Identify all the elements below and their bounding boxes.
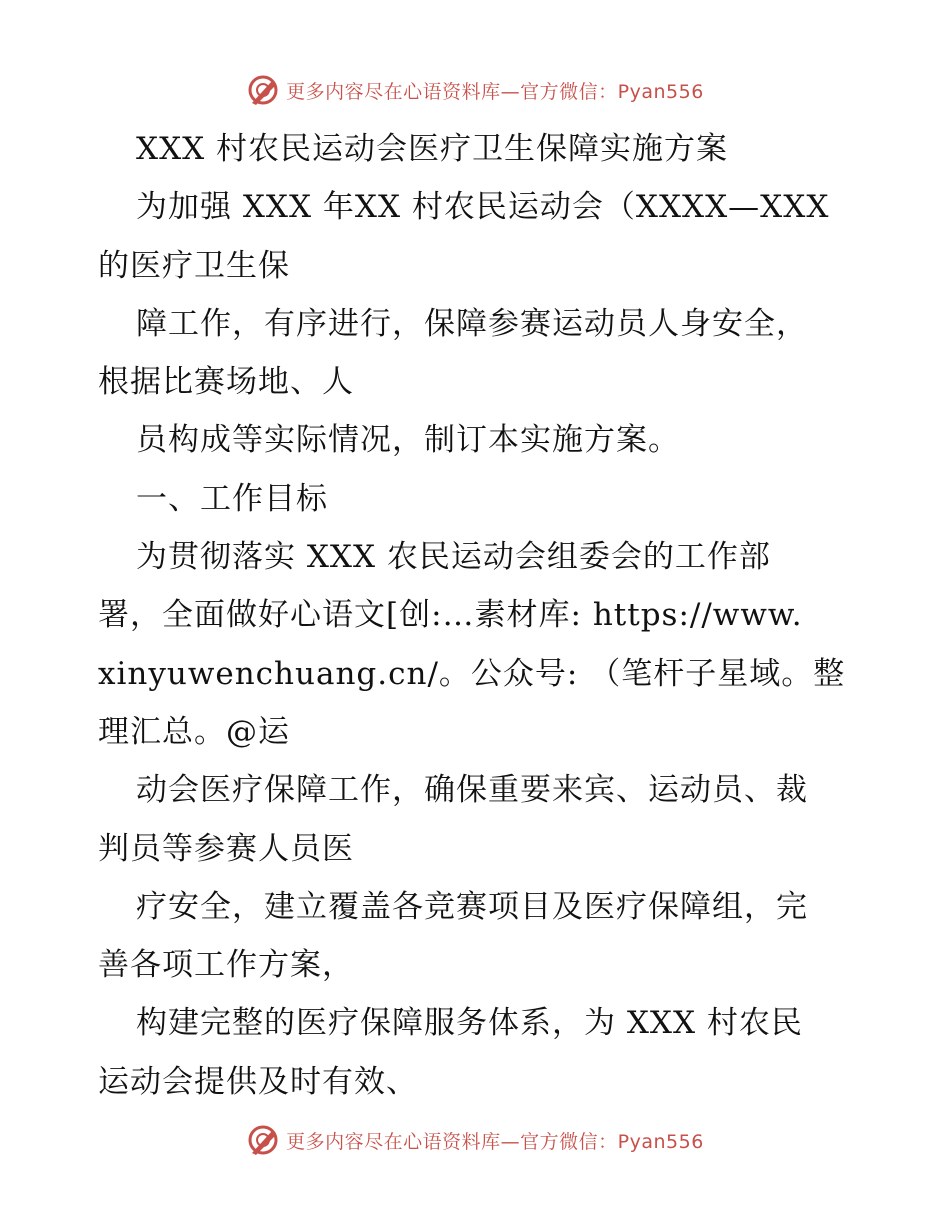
pen-logo-icon bbox=[246, 1123, 280, 1157]
document-line: 署，全面做好心语文[创:…素材库: https://www. bbox=[98, 597, 803, 634]
watermark-group bbox=[246, 1123, 704, 1157]
watermark-text: 更多内容尽在心语资料库—官方微信：Pyan556 bbox=[286, 1130, 704, 1153]
document-line: 的医疗卫生保 bbox=[98, 247, 290, 284]
pen-logo-icon bbox=[246, 73, 280, 107]
document-body bbox=[98, 120, 858, 1111]
document-line: 一、工作目标 bbox=[136, 480, 328, 517]
document-line: 判员等参赛人员医 bbox=[98, 830, 354, 867]
document-line: 员构成等实际情况，制订本实施方案。 bbox=[136, 422, 680, 459]
document-line: 为加强 XXX 年XX 村农民运动会（XXXX—XXX bbox=[136, 189, 830, 226]
document-line: 构建完整的医疗保障服务体系，为 XXX 村农民 bbox=[136, 1005, 803, 1042]
watermark-text: 更多内容尽在心语资料库—官方微信：Pyan556 bbox=[286, 80, 704, 103]
header-watermark-banner bbox=[0, 70, 950, 110]
document-line: 理汇总。@运 bbox=[98, 713, 290, 750]
document-line: 善各项工作方案， bbox=[98, 947, 354, 984]
footer-watermark-banner bbox=[0, 1120, 950, 1160]
document-line: 动会医疗保障工作，确保重要来宾、运动员、裁 bbox=[136, 772, 808, 809]
document-line: xinyuwenchuang.cn/。公众号: （笔杆子星域。整 bbox=[98, 655, 846, 692]
document-line: 为贯彻落实 XXX 农民运动会组委会的工作部 bbox=[136, 539, 771, 576]
document-line: XXX 村农民运动会医疗卫生保障实施方案 bbox=[136, 131, 729, 167]
document-line: 障工作，有序进行，保障参赛运动员人身安全， bbox=[136, 305, 808, 342]
document-line: 根据比赛场地、人 bbox=[98, 364, 354, 401]
document-line: 运动会提供及时有效、 bbox=[98, 1063, 418, 1100]
watermark-group bbox=[246, 73, 704, 107]
document-line: 疗安全，建立覆盖各竞赛项目及医疗保障组，完 bbox=[136, 888, 808, 925]
